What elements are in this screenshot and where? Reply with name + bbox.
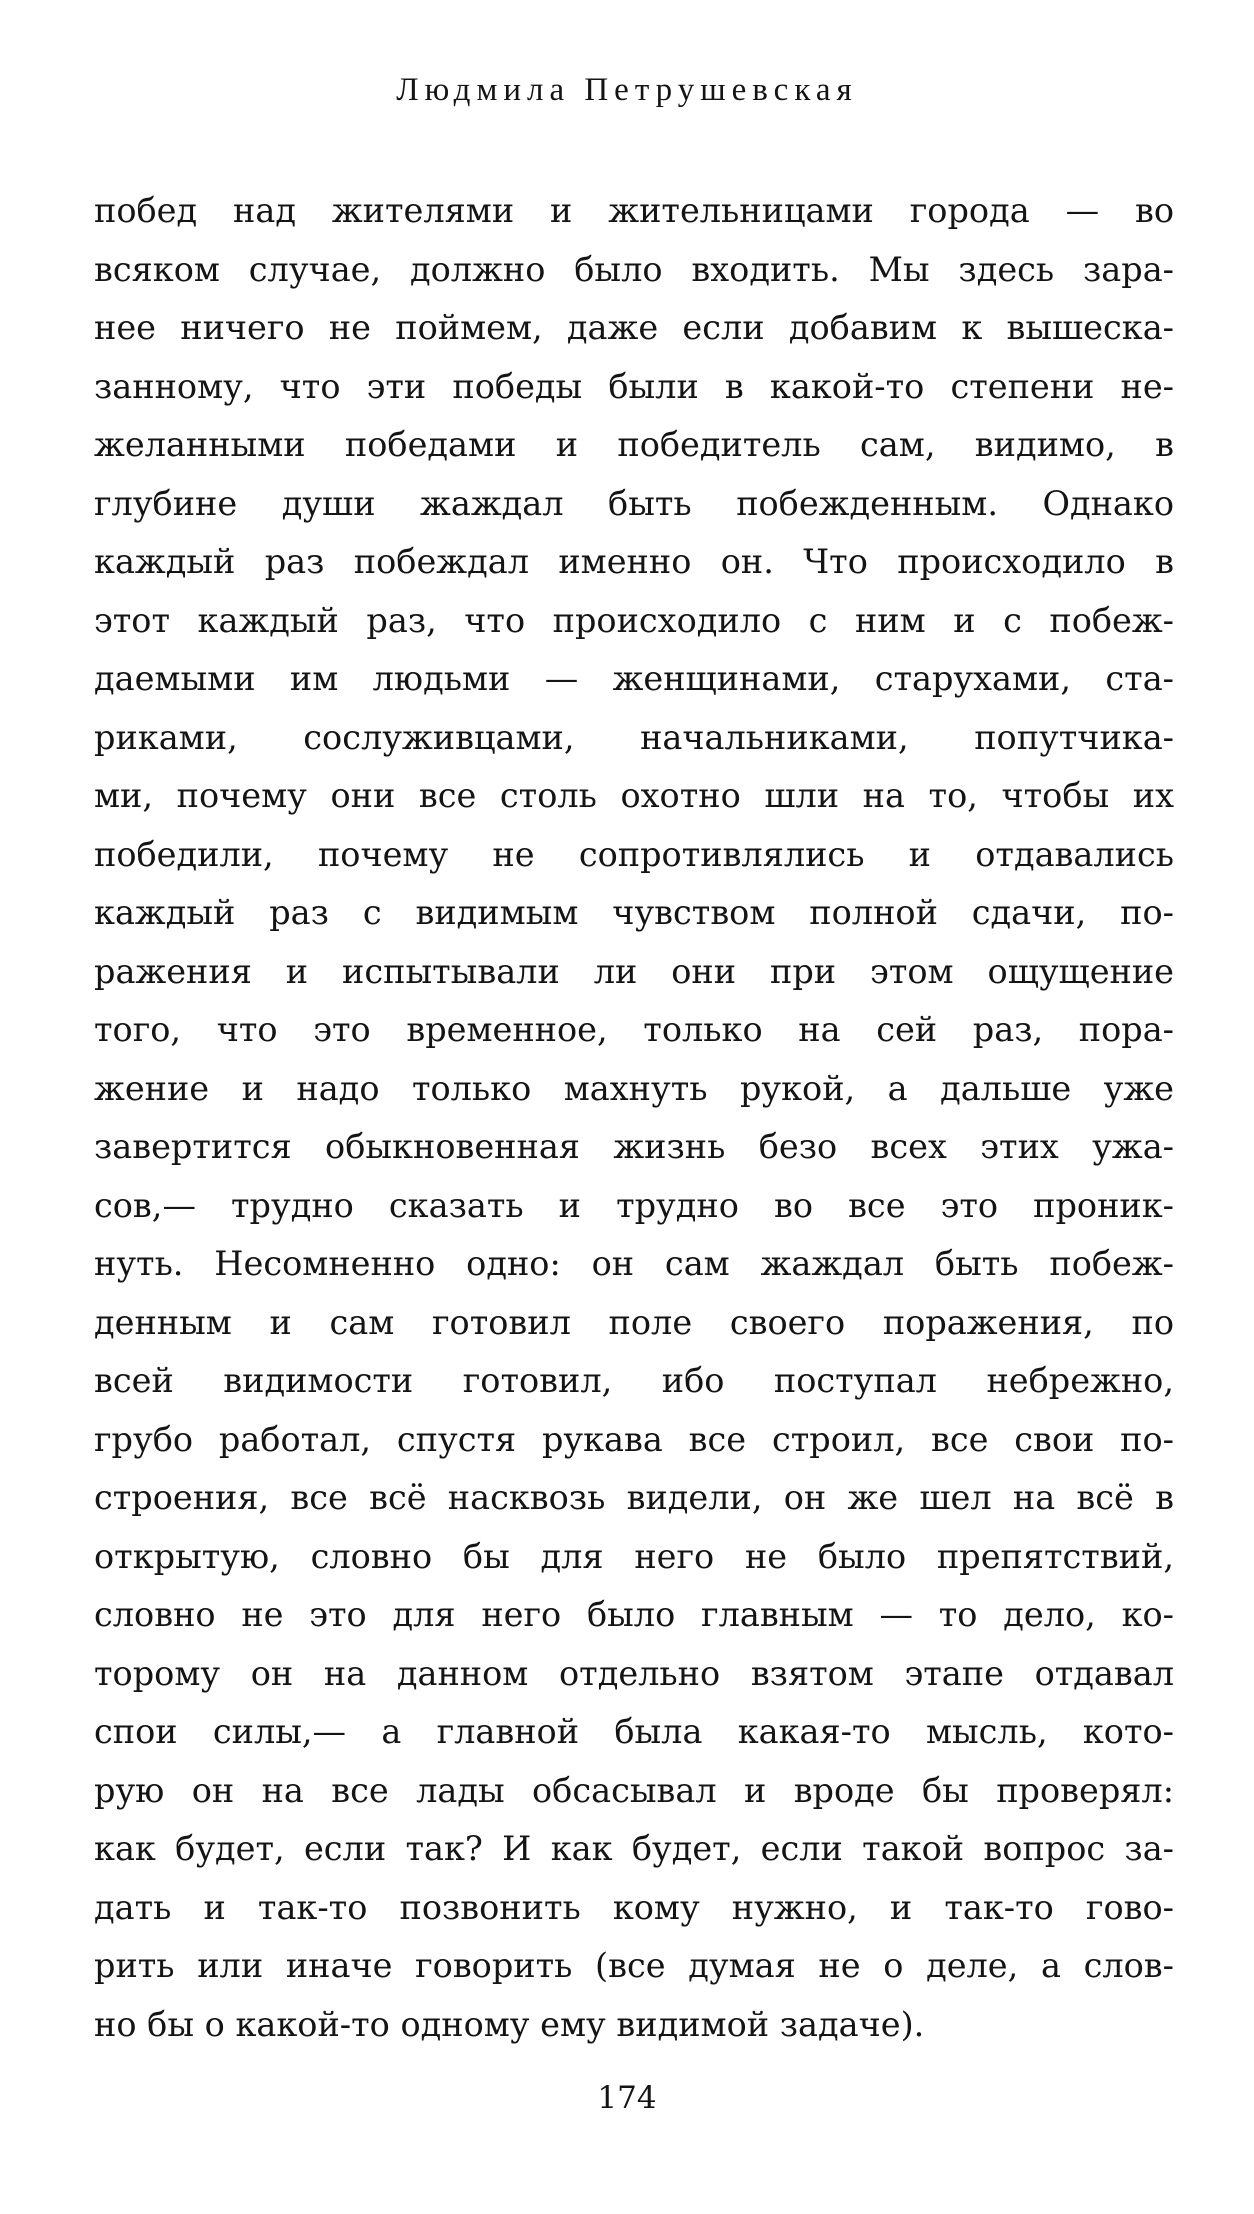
text-line: завертится обыкновенная жизнь безо всех этих ужа-: [94, 1127, 1174, 1166]
text-line: как будет, если так? И как будет, если такой вопрос за-: [94, 1829, 1174, 1868]
text-line: каждый раз с видимым чувством полной сдачи, по-: [94, 893, 1174, 932]
page-number: 174: [597, 2080, 657, 2116]
text-line: строения, все всё насквозь видели, он же шел на всё в: [94, 1478, 1174, 1517]
text-line: торому он на данном отдельно взятом этапе отдавал: [94, 1653, 1174, 1693]
text-line: всей видимости готовил, ибо поступал небрежно,: [94, 1361, 1174, 1400]
text-line: дать и так-то позвонить кому нужно, и так-то гово-: [94, 1887, 1174, 1927]
text-line: каждый раз побеждал именно он. Что происходило в: [94, 542, 1174, 581]
text-line: ми, почему они все столь охотно шли на то, чтобы их: [94, 776, 1174, 815]
text-line: всяком случае, должно было входить. Мы здесь зара-: [94, 249, 1174, 289]
text-line: нее ничего не поймем, даже если добавим к вышеска-: [94, 308, 1174, 347]
text-line: жение и надо только махнуть рукой, а дальше уже: [94, 1068, 1174, 1108]
text-line: победили, почему не сопротивлялись и отдавались: [94, 834, 1174, 874]
text-line: даемыми им людьми — женщинами, старухами, ста-: [94, 659, 1174, 698]
text-line: глубине души жаждал быть побежденным. Однако: [94, 483, 1174, 523]
text-line: желанными победами и победитель сам, видимо, в: [94, 425, 1174, 464]
text-line: сов,— трудно сказать и трудно во все это проник-: [94, 1185, 1174, 1225]
text-line: словно не это для него было главным — то дело, ко-: [94, 1595, 1174, 1634]
text-line: открытую, словно бы для него не было препятствий,: [94, 1536, 1174, 1576]
running-header-author: Людмила Петрушевская: [396, 72, 858, 108]
text-line: рую он на все лады обсасывал и вроде бы проверял:: [94, 1770, 1174, 1810]
text-line: риками, сослуживцами, начальниками, попутчика-: [94, 717, 1174, 757]
text-line: занному, что эти победы были в какой-то степени не-: [94, 366, 1174, 406]
text-line: ражения и испытывали ли они при этом ощущение: [94, 951, 1174, 991]
text-line: денным и сам готовил поле своего поражения, по: [94, 1302, 1174, 1342]
text-line: этот каждый раз, что происходило с ним и с побеж-: [94, 600, 1174, 640]
text-line: грубо работал, спустя рукава все строил, все свои по-: [94, 1419, 1174, 1459]
text-line: того, что это временное, только на сей раз, пора-: [94, 1010, 1174, 1049]
text-line: рить или иначе говорить (все думая не о деле, а слов-: [94, 1946, 1174, 1985]
text-line: спои силы,— а главной была какая-то мысль, кото-: [94, 1712, 1174, 1751]
body-text: [94, 182, 1174, 2054]
text-line: нуть. Несомненно одно: он сам жаждал быть побеж-: [94, 1244, 1174, 1283]
text-line: побед над жителями и жительницами города — во: [94, 191, 1174, 230]
text-line: но бы о какой-то одному ему видимой задаче).: [94, 2004, 925, 2044]
